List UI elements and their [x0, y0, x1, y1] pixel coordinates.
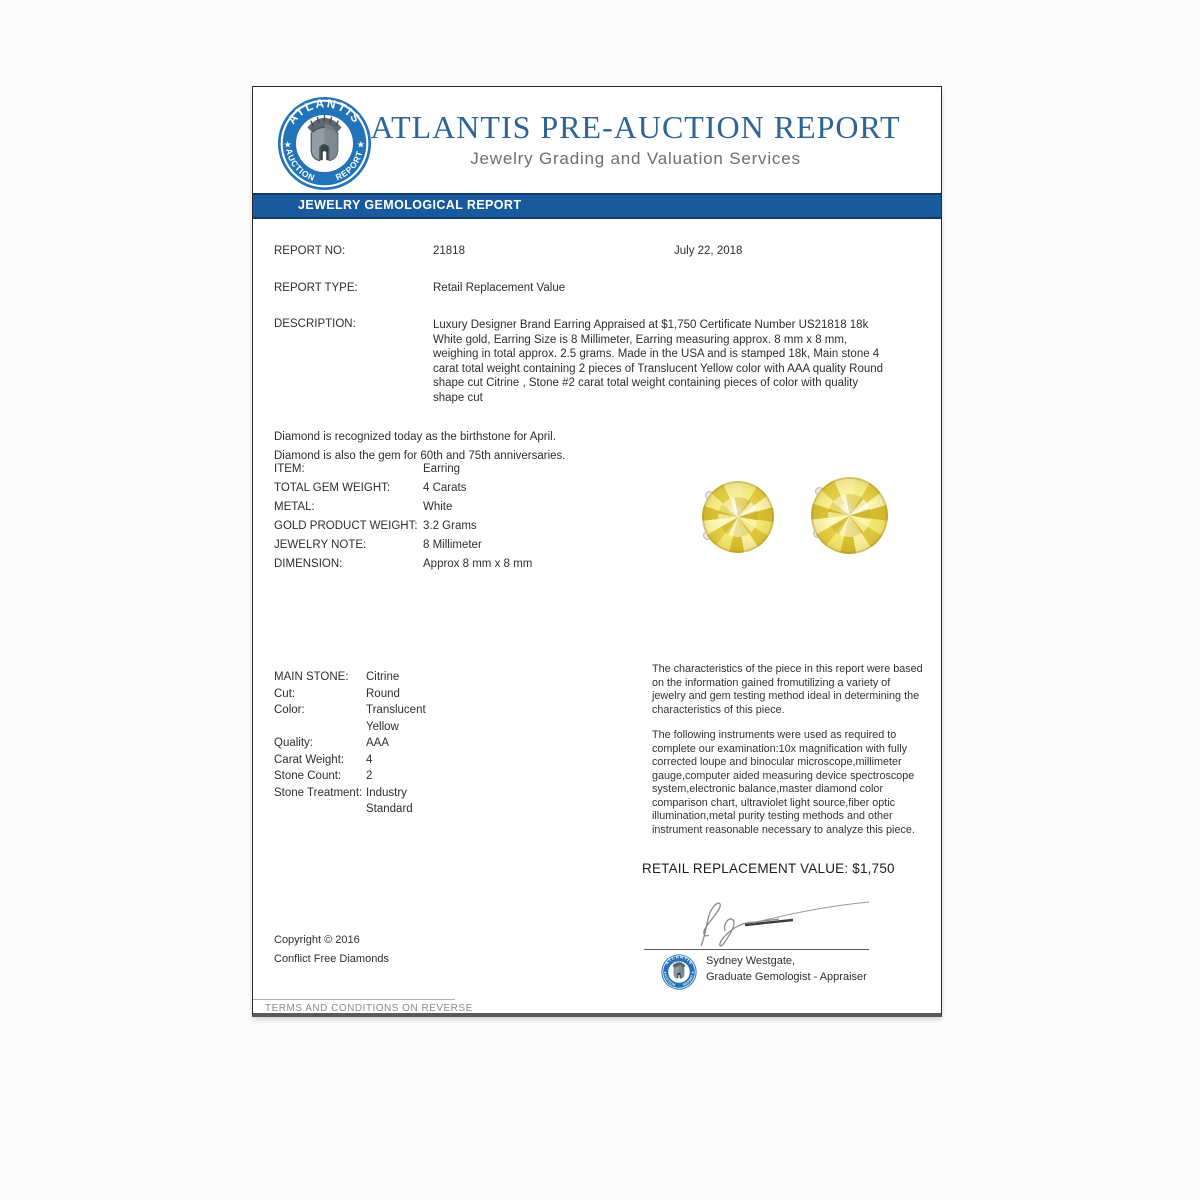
stone-row	[274, 686, 439, 703]
signature-image	[693, 899, 878, 949]
report-type-value: Retail Replacement Value	[433, 282, 566, 294]
appraiser-block	[706, 953, 867, 985]
stone-label: Stone Count:	[274, 770, 342, 782]
stone-label: MAIN STONE:	[274, 671, 349, 683]
item-label: ITEM:	[274, 463, 305, 475]
stone-row	[274, 752, 439, 769]
appraiser-badge-icon	[661, 954, 697, 990]
terms-divider	[253, 999, 455, 1000]
banner-label: JEWELRY GEMOLOGICAL REPORT	[298, 198, 522, 212]
item-label: DIMENSION:	[274, 558, 343, 570]
item-value: Earring	[423, 463, 461, 475]
item-label: JEWELRY NOTE:	[274, 539, 367, 551]
item-row	[274, 501, 694, 520]
characteristics-para2: The following instruments were used as required to complete our examination:10x magnification with fully corrected loupe and binocular microscope,millimeter gauge,computer aided measuring device spectroscope system,electronic balance,master diamond color comparison chart, ultraviolet light source,fiber optic illumination,metal purity testing methods and other instrument reasonable necessary to analyze this piece.	[652, 729, 915, 836]
stone-label: Carat Weight:	[274, 753, 345, 766]
item-row	[274, 520, 694, 539]
rrv-amount: $1,750	[852, 861, 895, 876]
item-label: GOLD PRODUCT WEIGHT:	[274, 520, 418, 532]
stone-value: Citrine	[366, 671, 400, 683]
report-type-label: REPORT TYPE:	[274, 282, 358, 294]
report-no-label: REPORT NO:	[274, 245, 346, 257]
stone-row	[274, 785, 439, 818]
item-label: TOTAL GEM WEIGHT:	[274, 482, 391, 494]
conflict-free-line: Conflict Free Diamonds	[274, 953, 389, 965]
item-row	[274, 463, 694, 482]
terms-note: TERMS AND CONDITIONS ON REVERSE	[265, 1003, 473, 1014]
item-label: METAL:	[274, 501, 315, 513]
characteristics-section	[652, 663, 926, 837]
item-row	[274, 482, 694, 501]
description-label: DESCRIPTION:	[274, 318, 356, 330]
characteristics-para1: The characteristics of the piece in this report were based on the information gained fromutilizing a variety of jewelry and gem testing method ideal in determining the characteristics of this piece.	[652, 663, 923, 716]
item-value: Approx 8 mm x 8 mm	[423, 558, 533, 570]
stone-value: AAA	[366, 737, 390, 749]
stone-value: Industry Standard	[366, 786, 413, 815]
stone-label: Stone Treatment:	[274, 786, 363, 799]
rrv-label: RETAIL REPLACEMENT VALUE:	[642, 861, 849, 876]
report-subtitle: Jewelry Grading and Valuation Services	[470, 149, 801, 168]
stone-value: Round	[366, 687, 400, 700]
stone-label: Cut:	[274, 687, 296, 700]
item-row	[274, 539, 694, 558]
report-title: ATLANTIS PRE-AUCTION REPORT	[370, 109, 901, 145]
item-value: White	[423, 501, 453, 513]
description-text: Luxury Designer Brand Earring Appraised at $1,750 Certificate Number US21818 18k White gold, Earring Size is 8 Millimeter, Earring measuring approx. 8 mm x 8 mm, weighing in total approx. 2.5 grams. Made in the USA and is stamped 18k, Main stone 4 carat total weight containing 2 pieces of Translucent Yellow color with AAA quality Round shape cut Citrine , Stone #2 carat total weight containing pieces of color with quality shape cut	[433, 319, 884, 404]
birthstone-line1: Diamond is recognized today as the birthstone for April.	[274, 431, 556, 443]
appraiser-name: Sydney Westgate,	[706, 955, 796, 967]
birthstone-line2: Diamond is also the gem for 60th and 75th anniversaries.	[274, 450, 566, 462]
atlantis-logo-icon	[277, 96, 372, 191]
main-stone-section	[274, 669, 439, 818]
copyright-block	[274, 931, 389, 969]
stone-value: 4	[366, 753, 373, 766]
stone-value: Translucent Yellow	[366, 704, 426, 733]
item-row	[274, 558, 694, 577]
stone-row	[274, 669, 439, 686]
stone-row	[274, 735, 439, 752]
item-value: 4 Carats	[423, 482, 467, 494]
stone-row	[274, 768, 439, 785]
appraiser-title: Graduate Gemologist - Appraiser	[706, 971, 867, 983]
copyright-line: Copyright © 2016	[274, 934, 360, 946]
item-value: 3.2 Grams	[423, 520, 477, 532]
stone-label: Color:	[274, 704, 305, 716]
signature-line	[644, 949, 869, 950]
report-no-value: 21818	[433, 245, 465, 257]
gemological-report-banner	[253, 193, 941, 219]
gem-image-left	[702, 481, 774, 553]
birthstone-note	[274, 428, 694, 466]
item-value: 8 Millimeter	[423, 539, 482, 551]
retail-replacement-value	[642, 861, 895, 876]
stone-row	[274, 702, 439, 735]
appraisal-certificate	[252, 86, 942, 1017]
gem-image-right	[811, 477, 888, 554]
report-date: July 22, 2018	[674, 245, 743, 257]
stone-label: Quality:	[274, 737, 313, 749]
stone-value: 2	[366, 770, 373, 782]
